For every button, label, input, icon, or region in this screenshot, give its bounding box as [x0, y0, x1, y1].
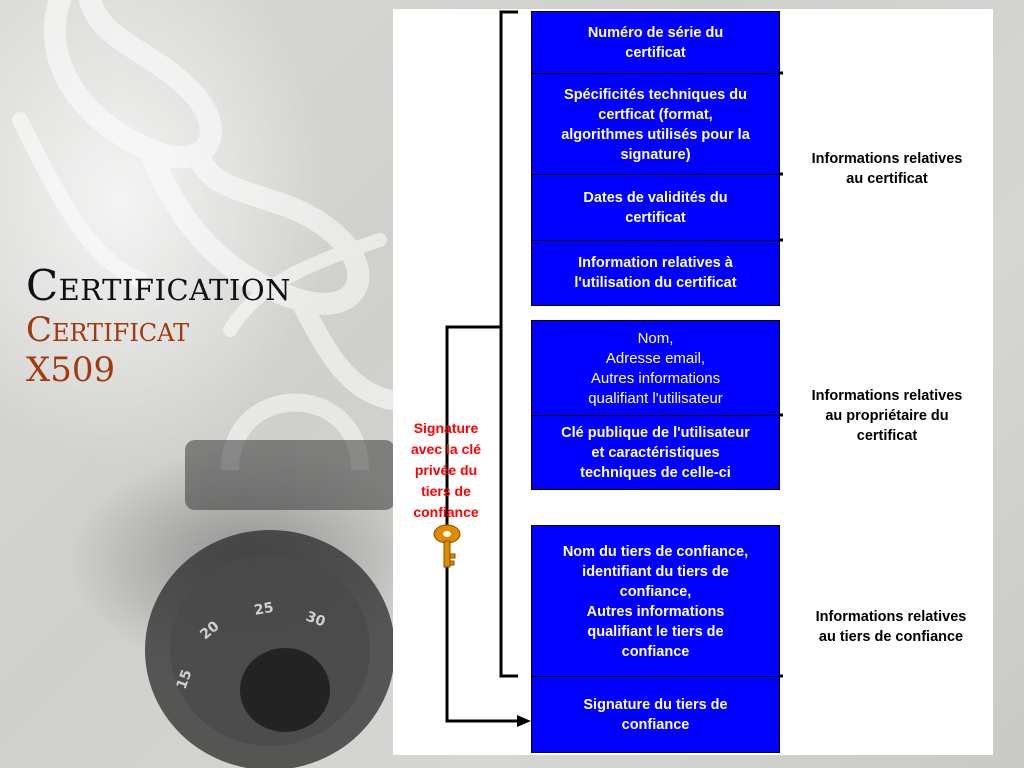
slide-subtitle-line-1: Certificat [26, 310, 190, 350]
third-party-info-box: Nom du tiers de confiance, identifiant du tiers de confiance, Autres informations qualifiant le tiers de confiance [531, 525, 780, 678]
third-party-signature-box: Signature du tiers de confiance [531, 676, 780, 753]
public-key-box: Clé publique de l'utilisateur et caractéristiques techniques de celle-ci [531, 415, 780, 490]
key-icon [431, 524, 463, 570]
svg-text:15: 15 [173, 667, 196, 692]
signature-note-label: Signature avec la clé privée du tiers de confiance [410, 420, 482, 520]
validity-dates-box: Dates de validités du certificat [531, 174, 780, 242]
owner-info-label: Informations relatives au propriétaire du certificat [811, 388, 963, 444]
certificate-info-label: Informations relatives au certificat [811, 151, 963, 187]
slide-subtitle-line-2: X509 [26, 350, 116, 390]
title-block [26, 262, 291, 390]
owner-identity-box: Nom, Adresse email, Autres informations qualifiant l'utilisateur [531, 320, 780, 417]
serial-number-box: Numéro de série du certificat [531, 11, 780, 75]
x509-certificate-diagram [393, 9, 993, 755]
usage-info-box: Information relatives à l'utilisation du certificat [531, 240, 780, 306]
svg-text:25: 25 [252, 599, 275, 619]
third-party-info-label: Informations relatives au tiers de confiance [815, 609, 967, 645]
technical-specs-box: Spécificités techniques du certficat (format, algorithmes utilisés pour la signature) [531, 73, 780, 176]
slide-title: Certification [26, 261, 291, 310]
svg-text:20: 20 [197, 618, 223, 644]
svg-text:30: 30 [303, 608, 328, 631]
